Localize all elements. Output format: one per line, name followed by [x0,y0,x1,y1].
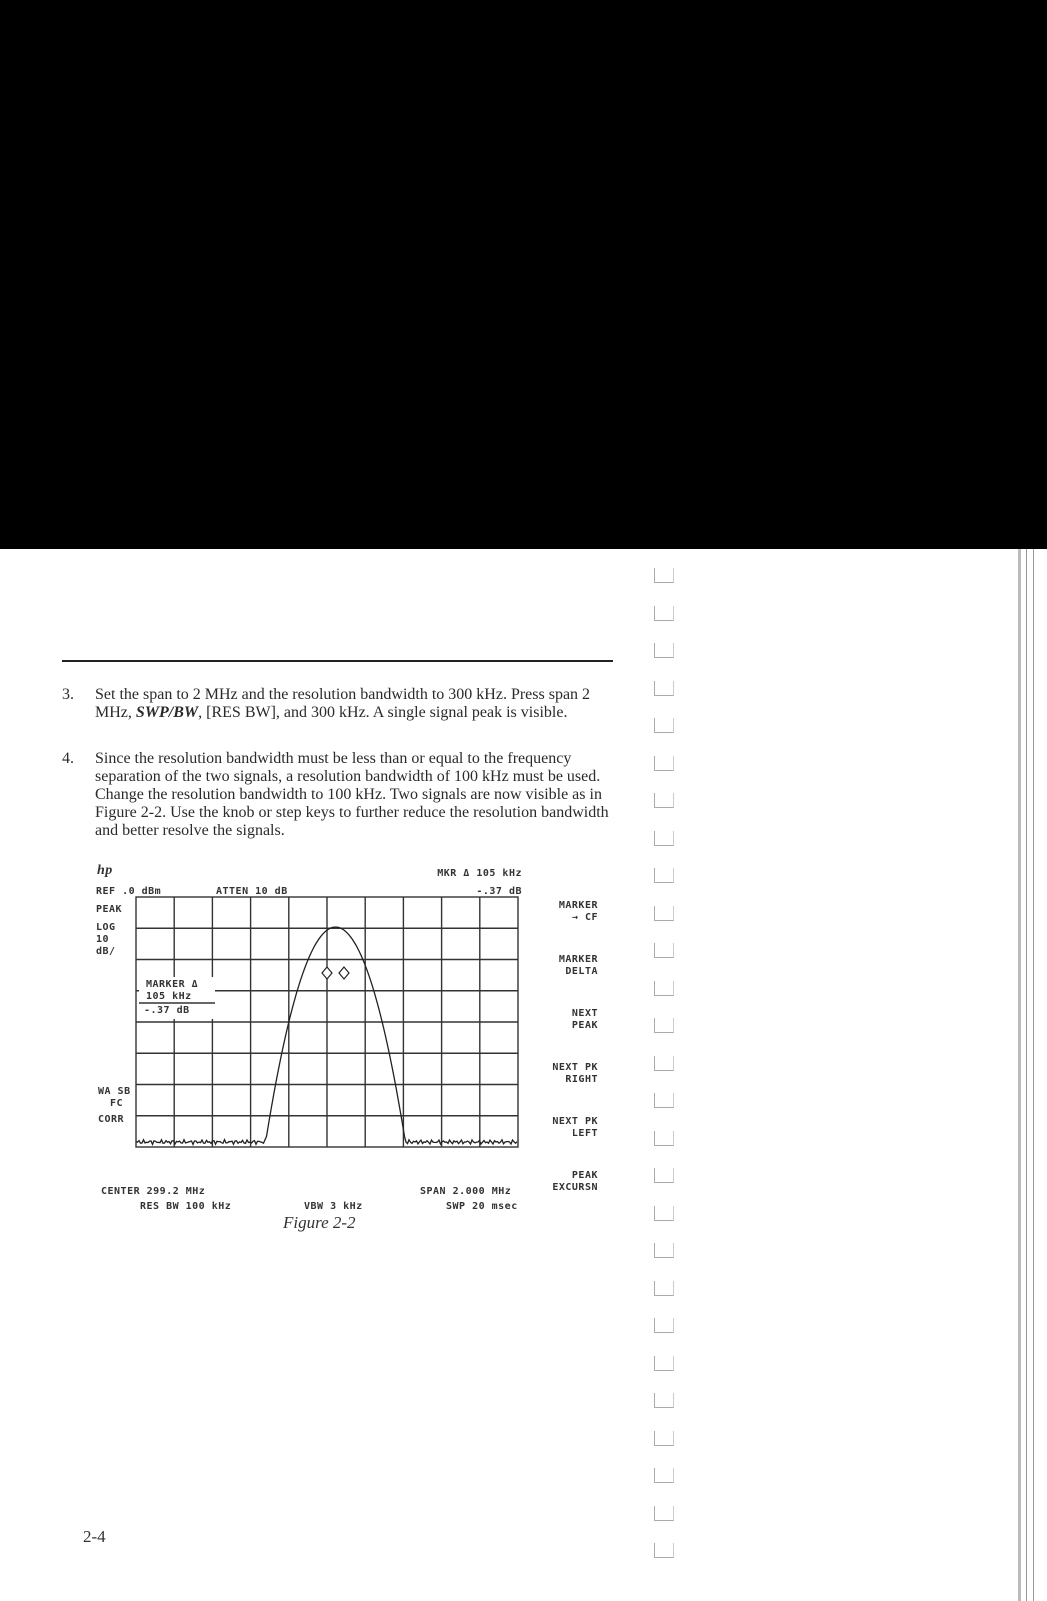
margin-tick-box [654,718,674,733]
marker-readout: MKR Δ 105 kHz [437,868,522,879]
margin-tick-box [654,793,674,808]
softkey-marker-cf[interactable]: MARKER → CF [558,900,598,923]
video-bw: VBW 3 kHz [304,1201,363,1212]
graticule [136,897,518,1147]
label-fc: FC [110,1098,124,1109]
figure-caption: Figure 2-2 [283,1213,356,1232]
margin-tick-box [654,1281,674,1296]
margin-tick-box [654,1393,674,1408]
marker-box-freq: 105 kHz [146,991,192,1002]
page-edge-line [1033,549,1034,1601]
label-corr: CORR [98,1114,125,1125]
margin-tick-box [654,1168,674,1183]
margin-tick-box [654,1093,674,1108]
page-number: 2-4 [83,1527,106,1546]
margin-tick-box [654,1243,674,1258]
margin-tick-box [654,1543,674,1558]
step-4-number: 4. [62,750,74,767]
margin-tick-box [654,1318,674,1333]
label-wa-sb: WA SB [98,1086,131,1097]
label-10: 10 [96,934,110,945]
ref-level: REF .0 dBm [96,886,162,897]
page-edge-line [1026,549,1027,1601]
marker-diamonds [322,967,349,979]
attenuation: ATTEN 10 dB [216,886,288,897]
margin-tick-box [654,1018,674,1033]
margin-tick-box [654,606,674,621]
marker-diamond-2 [339,967,349,979]
margin-tick-box [654,906,674,921]
softkey-next-pk-right[interactable]: NEXT PK RIGHT [552,1062,598,1085]
margin-tick-box [654,643,674,658]
softkey-next-pk-left[interactable]: NEXT PK LEFT [552,1116,598,1139]
margin-tick-box [654,831,674,846]
step-3-text-pre: Set the span to 2 MHz and the resolution bandwidth to 300 kHz. Press span 2 MHz, [95,686,591,721]
margin-tick-box [654,868,674,883]
marker-box-label: MARKER Δ [146,979,199,990]
softkey-next-peak[interactable]: NEXT PEAK [571,1008,598,1031]
span: SPAN 2.000 MHz [420,1186,512,1197]
margin-tick-box [654,1356,674,1371]
marker-diamond-1 [322,967,332,979]
margin-tick-box [654,568,674,583]
margin-tick-box [654,1056,674,1071]
res-bw: RES BW 100 kHz [140,1201,232,1212]
margin-tick-box [654,681,674,696]
marker-box-amplitude: -.37 dB [144,1005,190,1016]
marker-readout-value: -.37 dB [476,886,522,897]
margin-tick-box [654,1206,674,1221]
margin-tick-box [654,1506,674,1521]
margin-tick-box [654,1131,674,1146]
margin-tick-box [654,1431,674,1446]
step-3-number: 3. [62,686,74,703]
step-4-text: Since the resolution bandwidth must be less than or equal to the frequency separation of the two signals, a resolution bandwidth of 100 kHz must be used. Change the resolution bandwidth to 100 kHz. Two signals are now visible as in Figure 2-2. Use the knob or step keys to further reduce the resolution bandwidth and better resolve the signals. [95,750,609,839]
margin-tick-box [654,756,674,771]
margin-tick-box [654,1468,674,1483]
margin-tick-box [654,943,674,958]
label-db-div: dB/ [96,946,116,957]
center-frequency: CENTER 299.2 MHz [101,1186,206,1197]
step-3-text-post: , [RES BW], and 300 kHz. A single signal peak is visible. [198,704,568,721]
label-peak: PEAK [96,904,123,915]
softkey-marker-delta[interactable]: MARKER DELTA [558,954,598,977]
sweep-time: SWP 20 msec [446,1201,518,1212]
softkey-peak-excursn[interactable]: PEAK EXCURSN [552,1170,598,1193]
margin-tick-box [654,981,674,996]
swp-bw-key: SWP/BW [135,704,199,721]
page-edge [1018,549,1021,1601]
label-log: LOG [96,922,116,933]
hp-logo: hp [97,863,113,878]
